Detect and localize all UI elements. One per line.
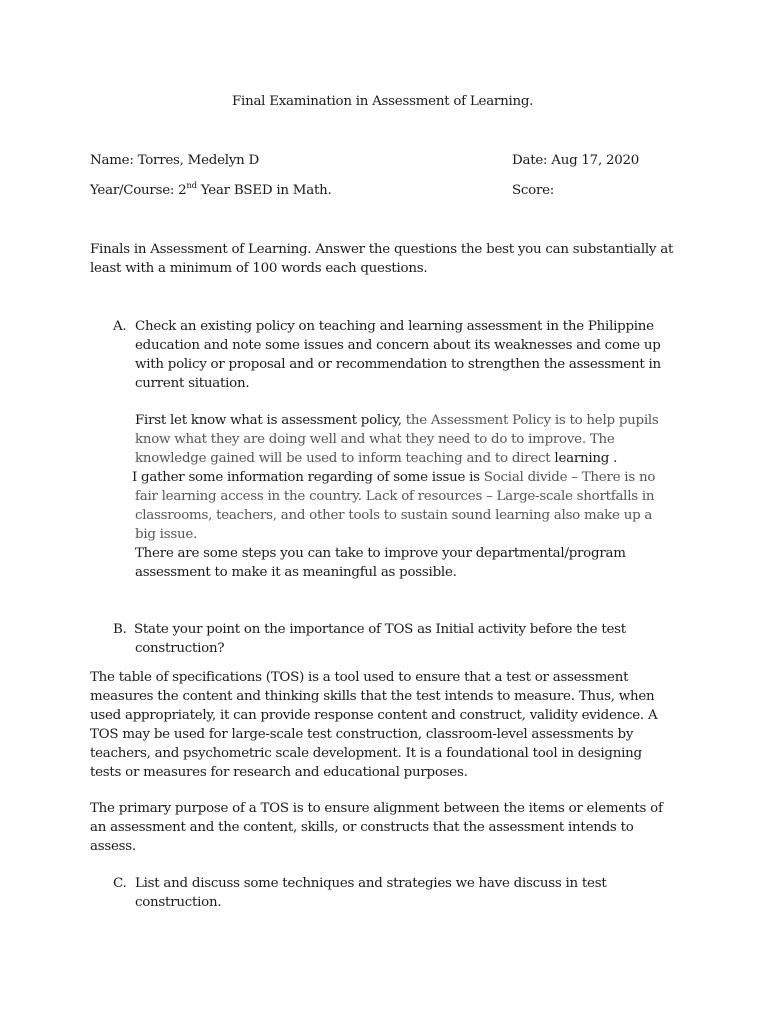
answer-a-text: I gather some information regarding of some issue is <box>132 470 484 485</box>
answer-b-paragraph-line: tests or measures for research and educational purposes. <box>90 765 468 780</box>
answer-a-quote: big issue. <box>135 527 198 542</box>
answer-b-paragraph-line: measures the content and thinking skills that the test intends to measure. Thus, when <box>90 689 655 704</box>
year-course-prefix: Year/Course: 2 <box>90 183 187 198</box>
answer-b-paragraph-line: assess. <box>90 839 136 854</box>
question-b-line: State your point on the importance of TOS as Initial activity before the test <box>134 622 626 637</box>
question-a-line: education and note some issues and concern about its weaknesses and come up <box>135 338 661 353</box>
answer-b-paragraph-line: The table of specifications (TOS) is a tool used to ensure that a test or assessment <box>90 670 629 685</box>
instructions-line: Finals in Assessment of Learning. Answer the questions the best you can substantially at <box>90 242 674 257</box>
year-ordinal-sup: nd <box>186 181 197 191</box>
question-c-marker: C. <box>113 876 127 891</box>
answer-a-quote: know what they are doing well and what they need to do to improve. The <box>135 432 615 447</box>
name-field: Name: Torres, Medelyn D <box>90 153 260 168</box>
answer-a-quote: fair learning access in the country. Lack of resources – Large-scale shortfalls in <box>135 489 655 504</box>
answer-a-text: There are some steps you can take to improve your departmental/program <box>135 546 626 561</box>
document-title: Final Examination in Assessment of Learning. <box>232 94 534 109</box>
answer-a-quote: the Assessment Policy is to help pupils <box>405 413 659 428</box>
instructions-line: least with a minimum of 100 words each questions. <box>90 261 428 276</box>
answer-b-paragraph-line: an assessment and the content, skills, or constructs that the assessment intends to <box>90 820 634 835</box>
answer-a-quote: classrooms, teachers, and other tools to sustain sound learning also make up a <box>135 508 653 523</box>
answer-a-text: First let know what is assessment policy, <box>135 413 406 428</box>
year-course-suffix: Year BSED in Math. <box>196 183 332 198</box>
answer-b-paragraph-line: TOS may be used for large-scale test construction, classroom-level assessments by <box>90 727 634 742</box>
question-a-marker: A. <box>113 319 127 334</box>
answer-a-line <box>135 411 659 430</box>
answer-a-quote: knowledge gained will be used to inform teaching and to direct <box>135 451 555 466</box>
answer-a-text: learning . <box>554 451 618 466</box>
year-course-field <box>90 181 332 200</box>
question-a-line: Check an existing policy on teaching and learning assessment in the Philippine <box>135 319 654 334</box>
answer-a-line <box>135 449 617 468</box>
question-c-line: construction. <box>135 895 222 910</box>
question-a-line: with policy or proposal and or recommendation to strengthen the assessment in <box>135 357 661 372</box>
answer-a-text: assessment to make it as meaningful as possible. <box>135 565 457 580</box>
answer-b-paragraph-line: teachers, and psychometric scale development. It is a foundational tool in designing <box>90 746 642 761</box>
question-b-line: construction? <box>135 641 225 656</box>
answer-a-quote: Social divide – There is no <box>483 470 656 485</box>
answer-b-paragraph-line: used appropriately, it can provide response content and construct, validity evidence. A <box>90 708 658 723</box>
answer-a-line <box>132 468 655 487</box>
score-field: Score: <box>512 183 555 198</box>
question-c-line: List and discuss some techniques and strategies we have discuss in test <box>135 876 607 891</box>
answer-b-paragraph-line: The primary purpose of a TOS is to ensure alignment between the items or elements of <box>90 801 663 816</box>
date-field: Date: Aug 17, 2020 <box>512 153 640 168</box>
question-a-line: current situation. <box>135 376 250 391</box>
question-b-marker: B. <box>113 622 127 637</box>
